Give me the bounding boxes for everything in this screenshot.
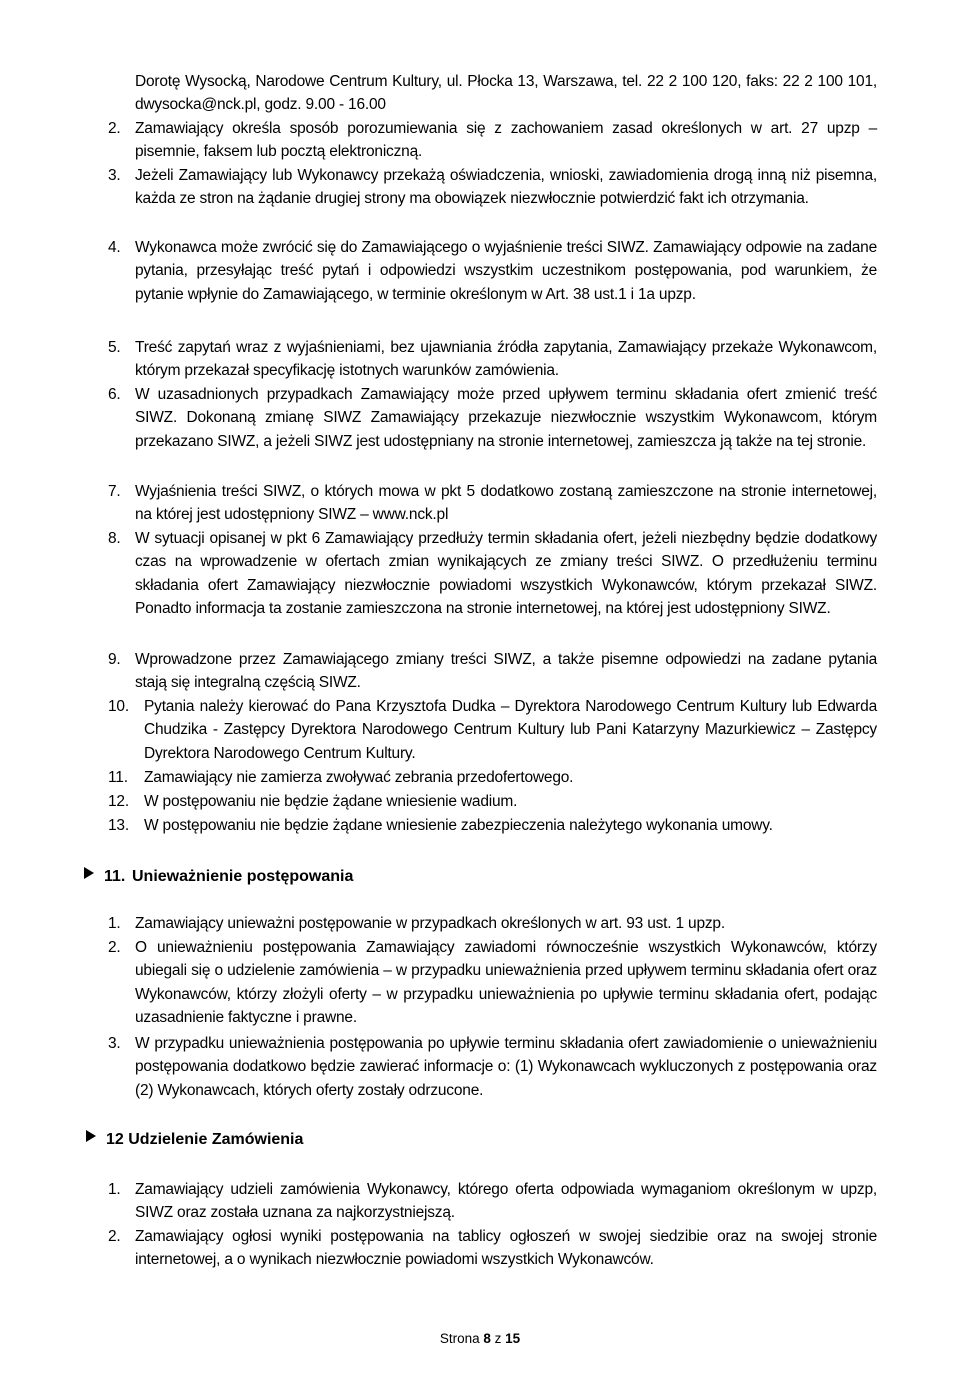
list-item xyxy=(108,790,877,813)
list-item-number: 1. xyxy=(108,915,121,932)
footer-of: z xyxy=(494,1331,502,1346)
section-heading xyxy=(84,1128,303,1152)
list-item-text: Wyjaśnienia treści SIWZ, o których mowa w pkt 5 dodatkowo zostaną zamieszczone na stronie internetowej, na której jest udostępniony SIWZ – www.nck.pl xyxy=(135,483,877,524)
list-item-text: Zamawiający ogłosi wyniki postępowania na tablicy ogłoszeń w swojej siedzibie oraz na swojej stronie internetowej, a o wynikach niezwłocznie powiadomi wszystkich Wykonawców. xyxy=(135,1228,877,1269)
list-item-text: Zamawiający udzieli zamówienia Wykonawcy, którego oferta odpowiada wymaganiom określonym w upzp, SIWZ oraz została uznana za najkorzystniejszą. xyxy=(135,1181,877,1222)
page-footer xyxy=(0,1330,960,1348)
list-item-text: Jeżeli Zamawiający lub Wykonawcy przekażą oświadczenia, wnioski, zawiadomienia drogą inną niż pisemna, każda ze stron na żądanie drugiej strony ma obowiązek niezwłocznie potwierdzić fakt ich otrzymania. xyxy=(135,167,877,208)
section-number: 11. xyxy=(104,868,126,885)
footer-label: Strona xyxy=(439,1331,480,1346)
list-item-number: 6. xyxy=(108,386,121,403)
list-item xyxy=(108,1225,877,1272)
list-item-number: 13. xyxy=(108,817,129,834)
list-item xyxy=(108,164,877,211)
list-item-text: Pytania należy kierować do Pana Krzysztofa Dudka – Dyrektora Narodowego Centrum Kultury lub Edwarda Chudzika - Zastępcy Dyrektora Narodowego Centrum Kultury lub Pani Katarzyny Mazurkiewicz – Zastępcy Dyrektora Narodowego Centrum Kultury. xyxy=(144,698,877,762)
list-item xyxy=(108,480,877,527)
list-item xyxy=(108,766,877,789)
list-item xyxy=(108,648,877,695)
list-item-number: 2. xyxy=(108,120,121,137)
list-item-number: 4. xyxy=(108,239,121,256)
list-item-text: Treść zapytań wraz z wyjaśnieniami, bez ujawniania źródła zapytania, Zamawiający przekaże Wykonawcom, którym przekazał specyfikację istotnych warunków zamówienia. xyxy=(135,339,877,380)
list-item-number: 9. xyxy=(108,651,121,668)
list-item xyxy=(108,117,877,164)
section-title: 12 Udzielenie Zamówienia xyxy=(106,1131,304,1148)
list-item xyxy=(108,936,877,1030)
list-item-number: 10. xyxy=(108,698,129,715)
list-item-number: 2. xyxy=(108,1228,121,1245)
section-title: Unieważnienie postępowania xyxy=(132,868,354,885)
list-item xyxy=(108,236,877,306)
list-item-text: W uzasadnionych przypadkach Zamawiający może przed upływem terminu składania ofert zmienić treść SIWZ. Dokonaną zmianę SIWZ Zamawiający przekazuje niezwłocznie wszystkim Wykonawcom, którym przekazano SIWZ, a jeżeli SIWZ jest udostępniany na stronie internetowej, zamieszcza ją także na tej stronie. xyxy=(135,386,877,450)
section-bullet-icon xyxy=(82,865,104,889)
footer-total-pages: 15 xyxy=(505,1331,521,1346)
list-item-text: W przypadku unieważnienia postępowania po upływie terminu składania ofert zawiadomienie o unieważnieniu postępowania dodatkowo będzie zawierać informacje o: (1) Wykonawcach wykluczonych z postępowania oraz (2) Wykonawcach, których oferty zostały odrzucone. xyxy=(135,1035,877,1099)
list-item-number: 2. xyxy=(108,939,121,956)
list-item-text: W postępowaniu nie będzie żądane wniesienie wadium. xyxy=(144,793,518,810)
list-item-text: Wykonawca może zwrócić się do Zamawiającego o wyjaśnienie treści SIWZ. Zamawiający odpowie na zadane pytania, przesyłając treść pytań i odpowiedzi wszystkim uczestnikom postępowania, pod warunkiem, że pytanie wpłynie do Zamawiającego, w terminie określonym w Art. 38 ust.1 i 1a upzp. xyxy=(135,239,877,303)
list-item xyxy=(108,695,877,765)
list-item-number: 8. xyxy=(108,530,121,547)
list-item xyxy=(108,1178,877,1225)
footer-page-number: 8 xyxy=(483,1331,491,1346)
list-item xyxy=(108,527,877,621)
list-item-number: 7. xyxy=(108,483,121,500)
list-item-number: 3. xyxy=(108,167,121,184)
list-item-text: Wprowadzone przez Zamawiającego zmiany treści SIWZ, a także pisemne odpowiedzi na zadane pytania stają się integralną częścią SIWZ. xyxy=(135,651,877,692)
list-item-number: 3. xyxy=(108,1035,121,1052)
list-item-number: 12. xyxy=(108,793,129,810)
list-item-number: 1. xyxy=(108,1181,121,1198)
list-item-text: W postępowaniu nie będzie żądane wniesienie zabezpieczenia należytego wykonania umowy. xyxy=(144,817,773,834)
list-item xyxy=(108,1032,877,1102)
section-heading xyxy=(82,865,353,889)
list-item xyxy=(108,912,877,935)
intro-paragraph: Dorotę Wysocką, Narodowe Centrum Kultury, ul. Płocka 13, Warszawa, tel. 22 2 100 120, faks: 22 2 100 101, dwysocka@nck.pl, godz. 9.00 - 16.00 xyxy=(135,73,877,114)
list-item-text: Zamawiający nie zamierza zwoływać zebrania przedofertowego. xyxy=(144,769,574,786)
list-item xyxy=(108,383,877,453)
section-bullet-icon xyxy=(84,1128,106,1152)
list-item-text: Zamawiający określa sposób porozumiewania się z zachowaniem zasad określonych w art. 27 upzp – pisemnie, faksem lub pocztą elektroniczną. xyxy=(135,120,877,161)
list-item-text: O unieważnieniu postępowania Zamawiający zawiadomi równocześnie wszystkich Wykonawców, którzy ubiegali się o udzielenie zamówienia – w przypadku unieważnienia przed upływem terminu składania ofert oraz Wykonawców, którzy złożyli oferty – w przypadku unieważnienia po upływie terminu składania ofert, podając uzasadnienie faktyczne i prawne. xyxy=(135,939,877,1027)
list-item xyxy=(108,336,877,383)
list-item-text: W sytuacji opisanej w pkt 6 Zamawiający przedłuży termin składania ofert, jeżeli niezbędny będzie dodatkowy czas na wprowadzenie w ofertach zmian wynikających ze zmiany treści SIWZ. O przedłużeniu terminu składania ofert Zamawiający niezwłocznie powiadomi wszystkich Wykonawców, którym przekazał SIWZ. Ponadto informacja ta zostanie zamieszczona na stronie internetowej, na której jest udostępniony SIWZ. xyxy=(135,530,877,618)
list-item-text: Zamawiający unieważni postępowanie w przypadkach określonych w art. 93 ust. 1 upzp. xyxy=(135,915,725,932)
list-item xyxy=(108,814,877,837)
list-item-number: 11. xyxy=(108,769,128,786)
list-item-number: 5. xyxy=(108,339,121,356)
